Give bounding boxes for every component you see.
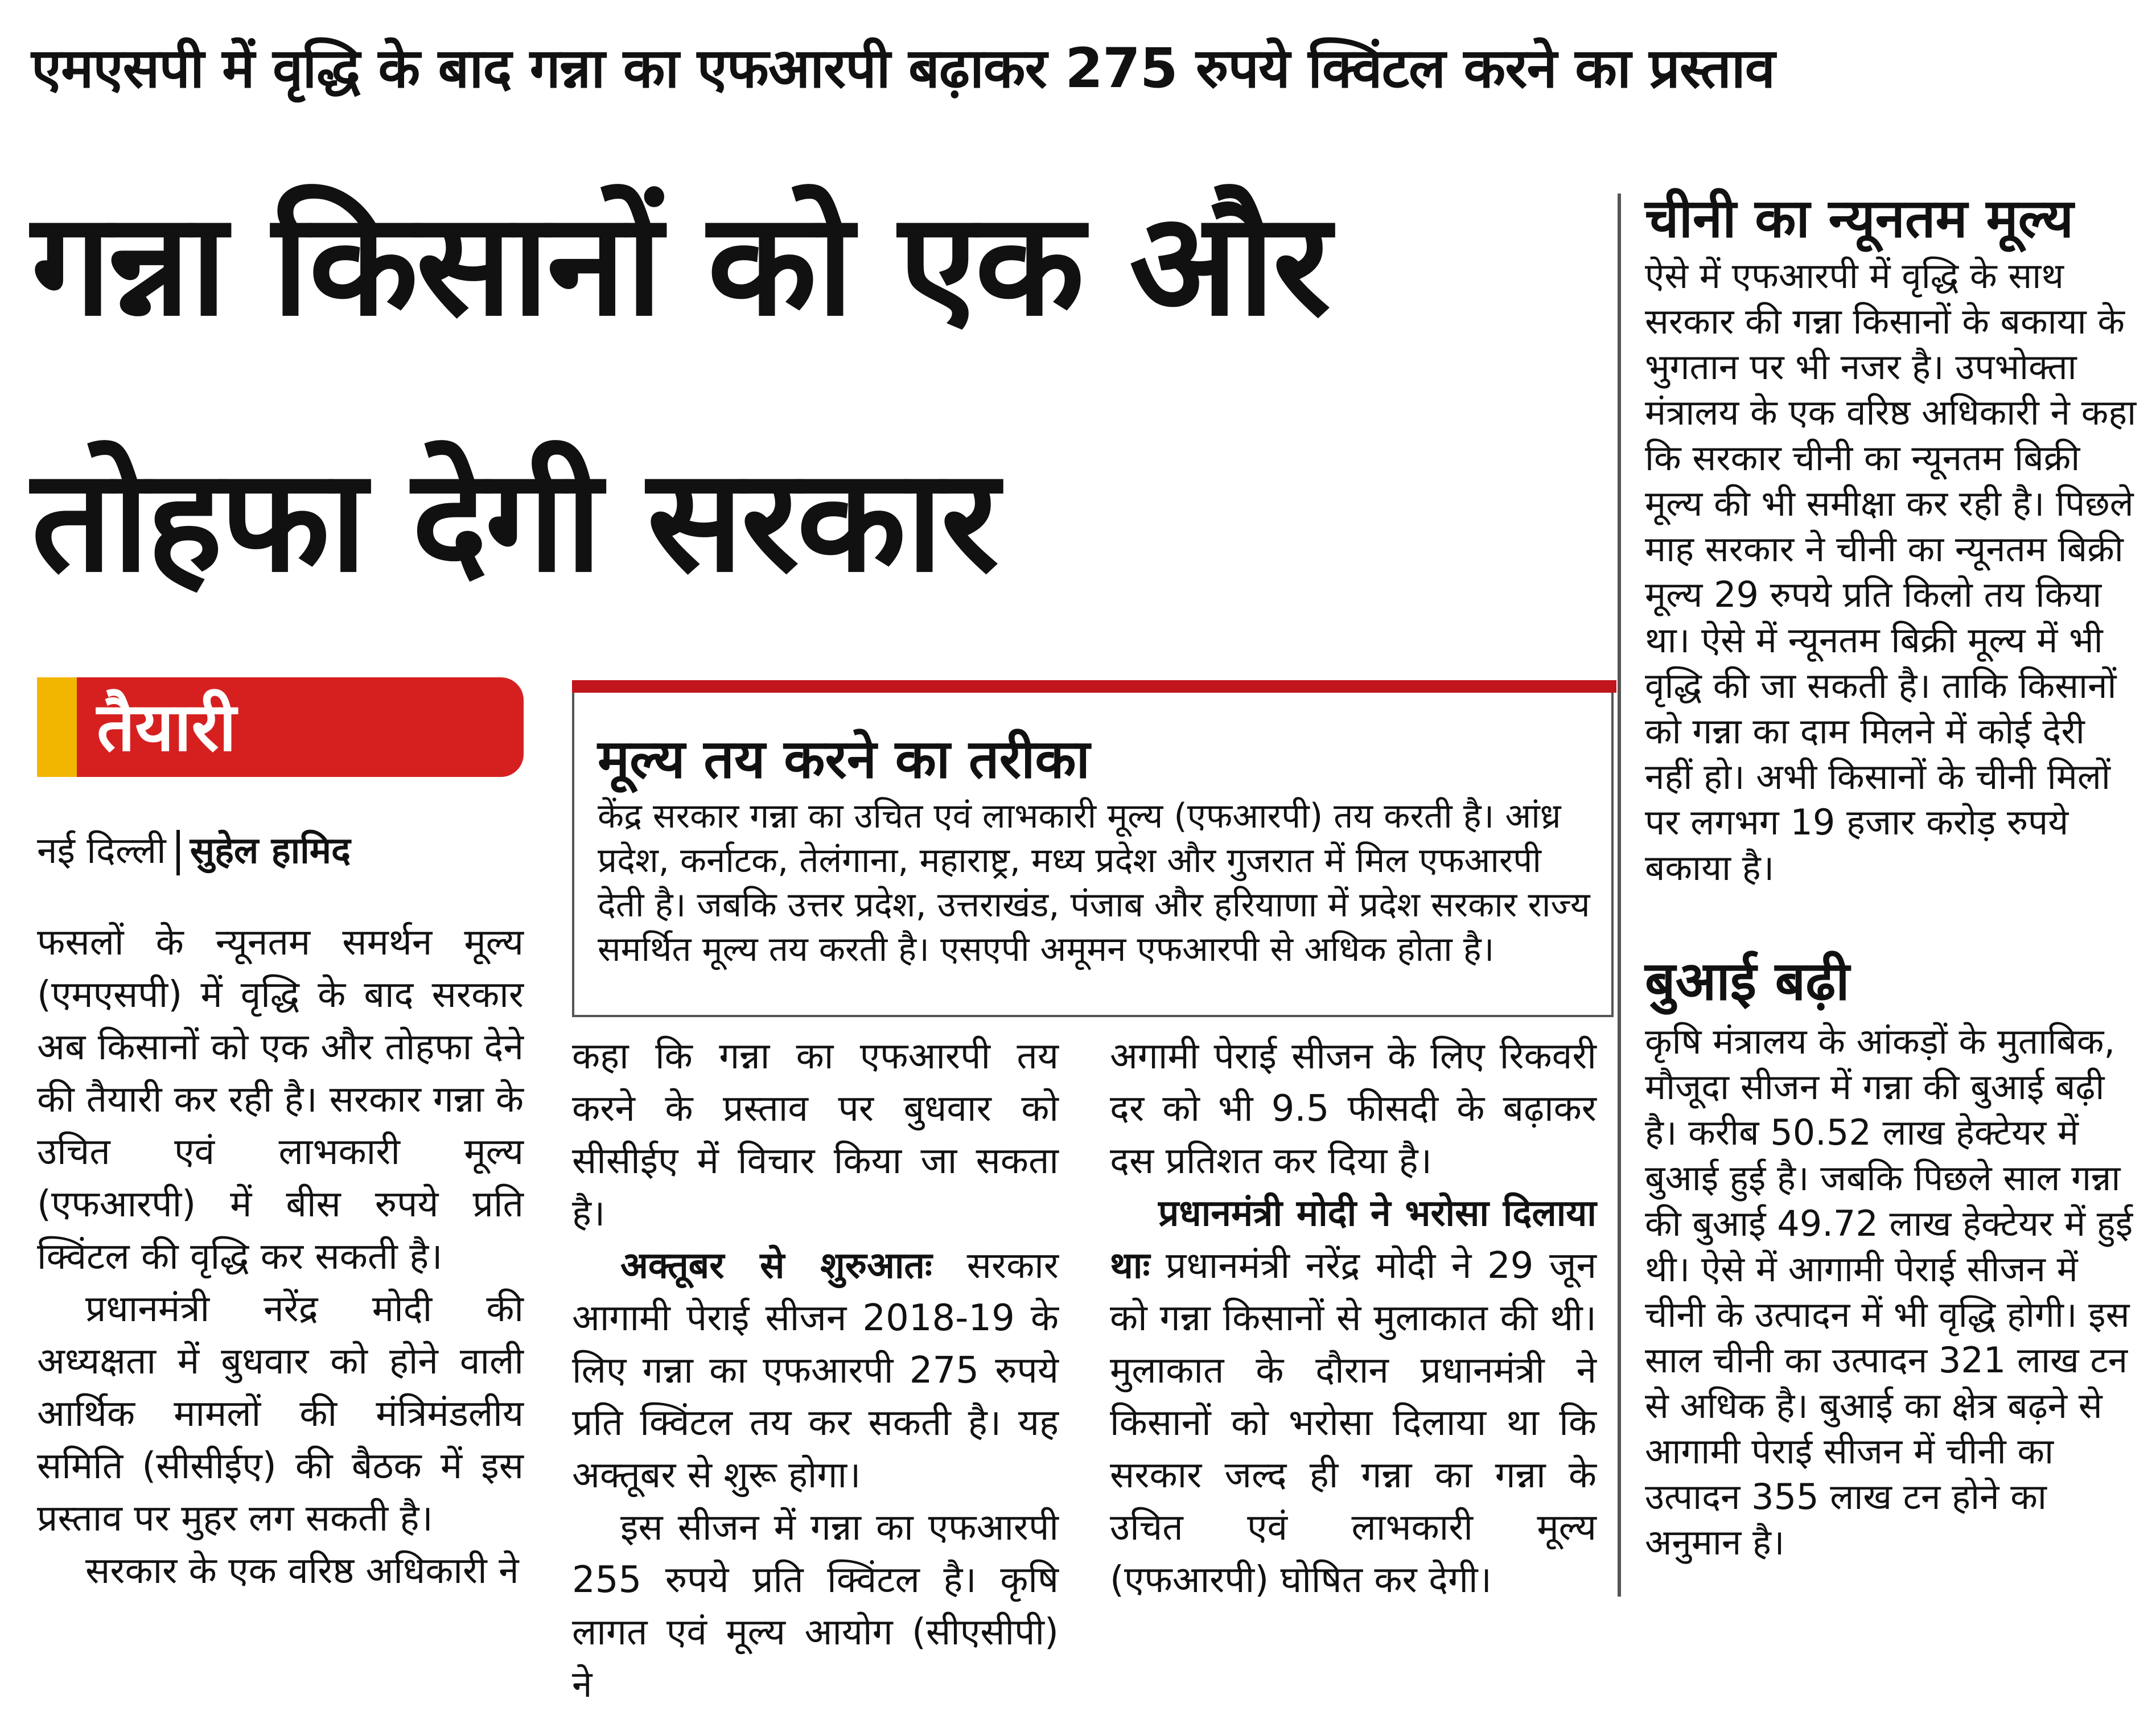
sidebar-heading-sugar-price: चीनी का न्यूनतम मूल्य xyxy=(1645,188,2074,250)
article-paragraph xyxy=(572,1240,1059,1502)
byline-separator xyxy=(176,830,180,875)
article-paragraph: इस सीजन में गन्ना का एफआरपी 255 रुपये प्रति क्विंटल है। कृषि लागत एवं मूल्य आयोग (सीएसीपी) ने xyxy=(572,1507,1059,1706)
paragraph-text: सरकार आगामी पेराई सीजन 2018-19 के लिए गन्ना का एफआरपी 275 रुपये प्रति क्विंटल तय कर सकती है। यह अक्तूबर से शुरू होगा। xyxy=(572,1245,1059,1496)
article-paragraph: सरकार के एक वरिष्ठ अधिकारी ने xyxy=(85,1550,519,1592)
dateline: नई दिल्ली xyxy=(37,830,166,872)
article-paragraph: अगामी पेराई सीजन के लिए रिकवरी दर को भी 9.5 फीसदी के बढ़ाकर दस प्रतिशत कर दिया है। xyxy=(1110,1035,1597,1182)
sidebar-heading-sowing: बुआई बढ़ी xyxy=(1645,951,1850,1013)
sidebar-text-sugar-price: ऐसे में एफआरपी में वृद्धि के साथ सरकार की गन्ना किसानों के बकाया के भुगतान पर भी नजर है। उपभोक्ता मंत्रालय के एक वरिष्ठ अधिकारी ने कहा कि सरकार चीनी का न्यूनतम बिक्री मूल्य की भी समीक्षा कर रही है। पिछले माह सरकार ने चीनी का न्यूनतम बिक्री मूल्य 29 रुपये प्रति किलो तय किया था। ऐसे में न्यूनतम बिक्री मूल्य में भी वृद्धि की जा सकती है। ताकि किसानों को गन्ना का दाम मिलने में कोई देरी नहीं हो। अभी किसानों के चीनी मिलों पर लगभग 19 हजार करोड़ रुपये बकाया है। xyxy=(1645,255,2137,889)
info-box-title: मूल्य तय करने का तरीका xyxy=(598,729,1090,791)
article-column-3 xyxy=(1110,1030,1597,1601)
article-paragraph: प्रधानमंत्री नरेंद्र मोदी की अध्यक्षता में बुधवार को होने वाली आर्थिक मामलों की मंत्रिमंडलीय समिति (सीसीईए) की बैठक में इस प्रस्ताव पर मुहर लग सकती है। xyxy=(37,1288,524,1540)
info-box-body: केंद्र सरकार गन्ना का उचित एवं लाभकारी मूल्य (एफआरपी) तय करती है। आंध्र प्रदेश, कर्नाटक, तेलंगाना, महाराष्ट्र, मध्य प्रदेश और गुजरात में मिल एफआरपी देती है। जबकि उत्तर प्रदेश, उत्तराखंड, पंजाब और हरियाणा में प्रदेश सरकार राज्य समर्थित मूल्य तय करती है। एसएपी अमूमन एफआरपी से अधिक होता है। xyxy=(598,796,1590,969)
section-tag-accent-bar xyxy=(37,677,77,777)
article-column-2 xyxy=(572,1030,1059,1706)
article-paragraph: फसलों के न्यूनतम समर्थन मूल्य (एमएसपी) में वृद्धि के बाद सरकार अब किसानों को एक और तोहफा देने की तैयारी कर रही है। सरकार गन्ना के उचित एवं लाभकारी मूल्य (एफआरपी) में बीस रुपये प्रति क्विंटल की वृद्धि कर सकती है। xyxy=(37,922,524,1278)
column-divider xyxy=(1618,194,1621,1597)
byline xyxy=(37,820,524,882)
section-tag: तैयारी xyxy=(97,688,237,766)
subheading: अक्तूबर से शुरुआतः xyxy=(620,1245,932,1287)
article-paragraph xyxy=(1110,1187,1597,1606)
sidebar-text-sowing: कृषि मंत्रालय के आंकड़ों के मुताबिक, मौजूदा सीजन में गन्ना की बुआई बढ़ी है। करीब 50.52 लाख हेक्टेयर में बुआई हुई है। जबकि पिछले साल गन्ना की बुआई 49.72 लाख हेक्टेयर में हुई थी। ऐसे में आगामी पेराई सीजन में चीनी के उत्पादन में भी वृद्धि होगी। इस साल चीनी का उत्पादन 321 लाख टन से अधिक है। बुआई का क्षेत्र बढ़ने से आगामी पेराई सीजन में चीनी का उत्पादन 355 लाख टन होने का अनुमान है। xyxy=(1645,1021,2133,1563)
kicker-headline: एमएसपी में वृद्धि के बाद गन्ना का एफआरपी बढ़ाकर 275 रुपये क्विंटल करने का प्रस्ताव xyxy=(31,36,1775,100)
author-name: सुहेल हामिद xyxy=(190,830,351,872)
main-headline: गन्ना किसानों को एक और तोहफा देगी सरकार xyxy=(31,182,1329,603)
article-column-1 xyxy=(37,916,524,1594)
article-paragraph: कहा कि गन्ना का एफआरपी तय करने के प्रस्ताव पर बुधवार को सीसीईए में विचार किया जा सकता है। xyxy=(572,1035,1059,1235)
info-box-top-rule xyxy=(572,680,1616,693)
paragraph-text: प्रधानमंत्री नरेंद्र मोदी ने 29 जून को गन्ना किसानों से मुलाकात की थी। मुलाकात के दौरान प्रधानमंत्री ने किसानों को भरोसा दिलाया था कि सरकार जल्द ही गन्ना का गन्ना के उचित एवं लाभकारी मूल्य (एफआरपी) घोषित कर देगी। xyxy=(1110,1245,1597,1601)
subheading: प्रधानमंत्री मोदी ने भरोसा दिलाया थाः xyxy=(1110,1192,1597,1287)
